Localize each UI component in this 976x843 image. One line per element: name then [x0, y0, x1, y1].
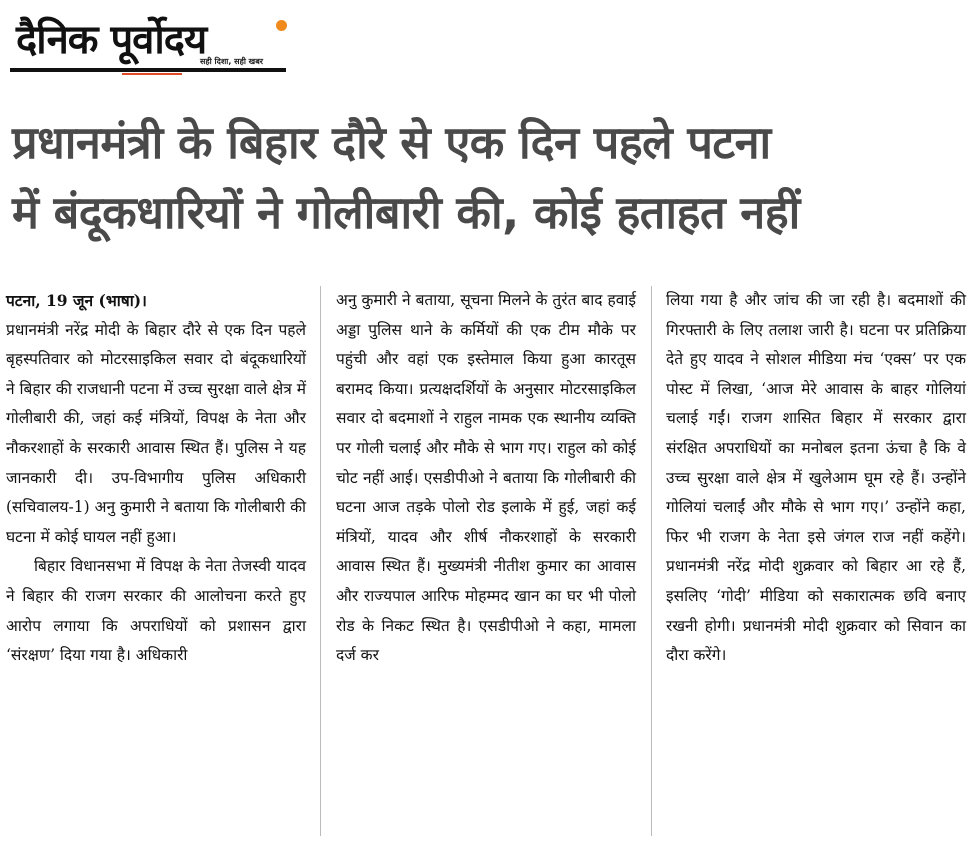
article-paragraph-1: प्रधानमंत्री नरेंद्र मोदी के बिहार दौरे से एक दिन पहले बृहस्पतिवार को मोटरसाइकिल सवार दो बंदूकधारियों ने बिहार की राजधानी पटना में उच्च सुरक्षा वाले क्षेत्र में गोलीबारी की, जहां कई मंत्रियों, विपक्ष के नेता और नौकरशाहों के सरकारी आवास स्थित हैं। पुलिस ने यह जानकारी दी। उप-विभागीय पुलिस अधिकारी (सचिवालय-1) अनु कुमारी ने बताया कि गोलीबारी की घटना में कोई घायल नहीं हुआ। [6, 320, 306, 546]
dateline: पटना, 19 जून (भाषा)। [6, 291, 147, 310]
newspaper-logo: दैनिक पूर्वोदय [16, 17, 207, 63]
article-paragraph-4: लिया गया है और जांच की जा रही है। बदमाशों की गिरफ्तारी के लिए तलाश जारी है। घटना पर प्रतिक्रिया देते हुए यादव ने सोशल मीडिया मंच ‘एक्स’ पर एक पोस्ट में लिखा, ‘आज मेरे आवास के बाहर गोलियां चलाई गईं। राजग शासित बिहार में सरकार द्वारा संरक्षित अपराधियों का मनोबल इतना ऊंचा है कि वे उच्च सुरक्षा वाले क्षेत्र में खुलेआम घूम रहे हैं। उन्होंने गोलियां चलाईं और मौके से भाग गए।’ उन्होंने कहा, फिर भी राजग के नेता इसे जंगल राज नहीं कहेंगे। प्रधानमंत्री नरेंद्र मोदी शुक्रवार को बिहार आ रहे हैं, इसलिए ‘गोदी’ मीडिया को सकारात्मक छवि बनाए रखनी होगी। प्रधानमंत्री मोदी शुक्रवार को सिवान का दौरा करेंगे। [666, 291, 966, 665]
headline [12, 108, 968, 248]
headline-line-1: प्रधानमंत्री के बिहार दौरे से एक दिन पहले पटना [12, 116, 771, 169]
masthead-subrule [122, 73, 182, 75]
article-paragraph-2: बिहार विधानसभा में विपक्ष के नेता तेजस्वी यादव ने बिहार की राजग सरकार की आलोचना करते हुए आरोप लगाया कि अपराधियों को प्रशासन द्वारा ‘संरक्षण’ दिया गया है। अधिकारी [6, 557, 306, 665]
article-column-3 [666, 286, 966, 671]
article-column-1 [6, 286, 306, 671]
logo-dot-icon [276, 20, 287, 31]
column-divider [651, 286, 652, 836]
masthead-tagline: सही दिशा, सही खबर [200, 57, 264, 66]
masthead-rule [10, 68, 286, 72]
article-paragraph-3: अनु कुमारी ने बताया, सूचना मिलने के तुरंत बाद हवाई अड्डा पुलिस थाने के कर्मियों की एक टीम मौके पर पहुंची और वहां एक इस्तेमाल किया हुआ कारतूस बरामद किया। प्रत्यक्षदर्शियों के अनुसार मोटरसाइकिल सवार दो बदमाशों ने राहुल नामक एक स्थानीय व्यक्ति पर गोली चलाई और मौके से भाग गए। राहुल को कोई चोट नहीं आई। एसडीपीओ ने बताया कि गोलीबारी की घटना आज तड़के पोलो रोड इलाके में हुई, जहां कई मंत्रियों, यादव और शीर्ष नौकरशाहों के सरकारी आवास स्थित हैं। मुख्यमंत्री नीतीश कुमार का आवास और राज्यपाल आरिफ मोहम्मद खान का घर भी पोलो रोड के निकट स्थित है। एसडीपीओ ने कहा, मामला दर्ज कर [336, 291, 636, 665]
masthead [10, 6, 290, 74]
article-column-2 [336, 286, 636, 671]
column-divider [320, 286, 321, 836]
headline-line-2: में बंदूकधारियों ने गोलीबारी की, कोई हताहत नहीं [12, 186, 800, 239]
